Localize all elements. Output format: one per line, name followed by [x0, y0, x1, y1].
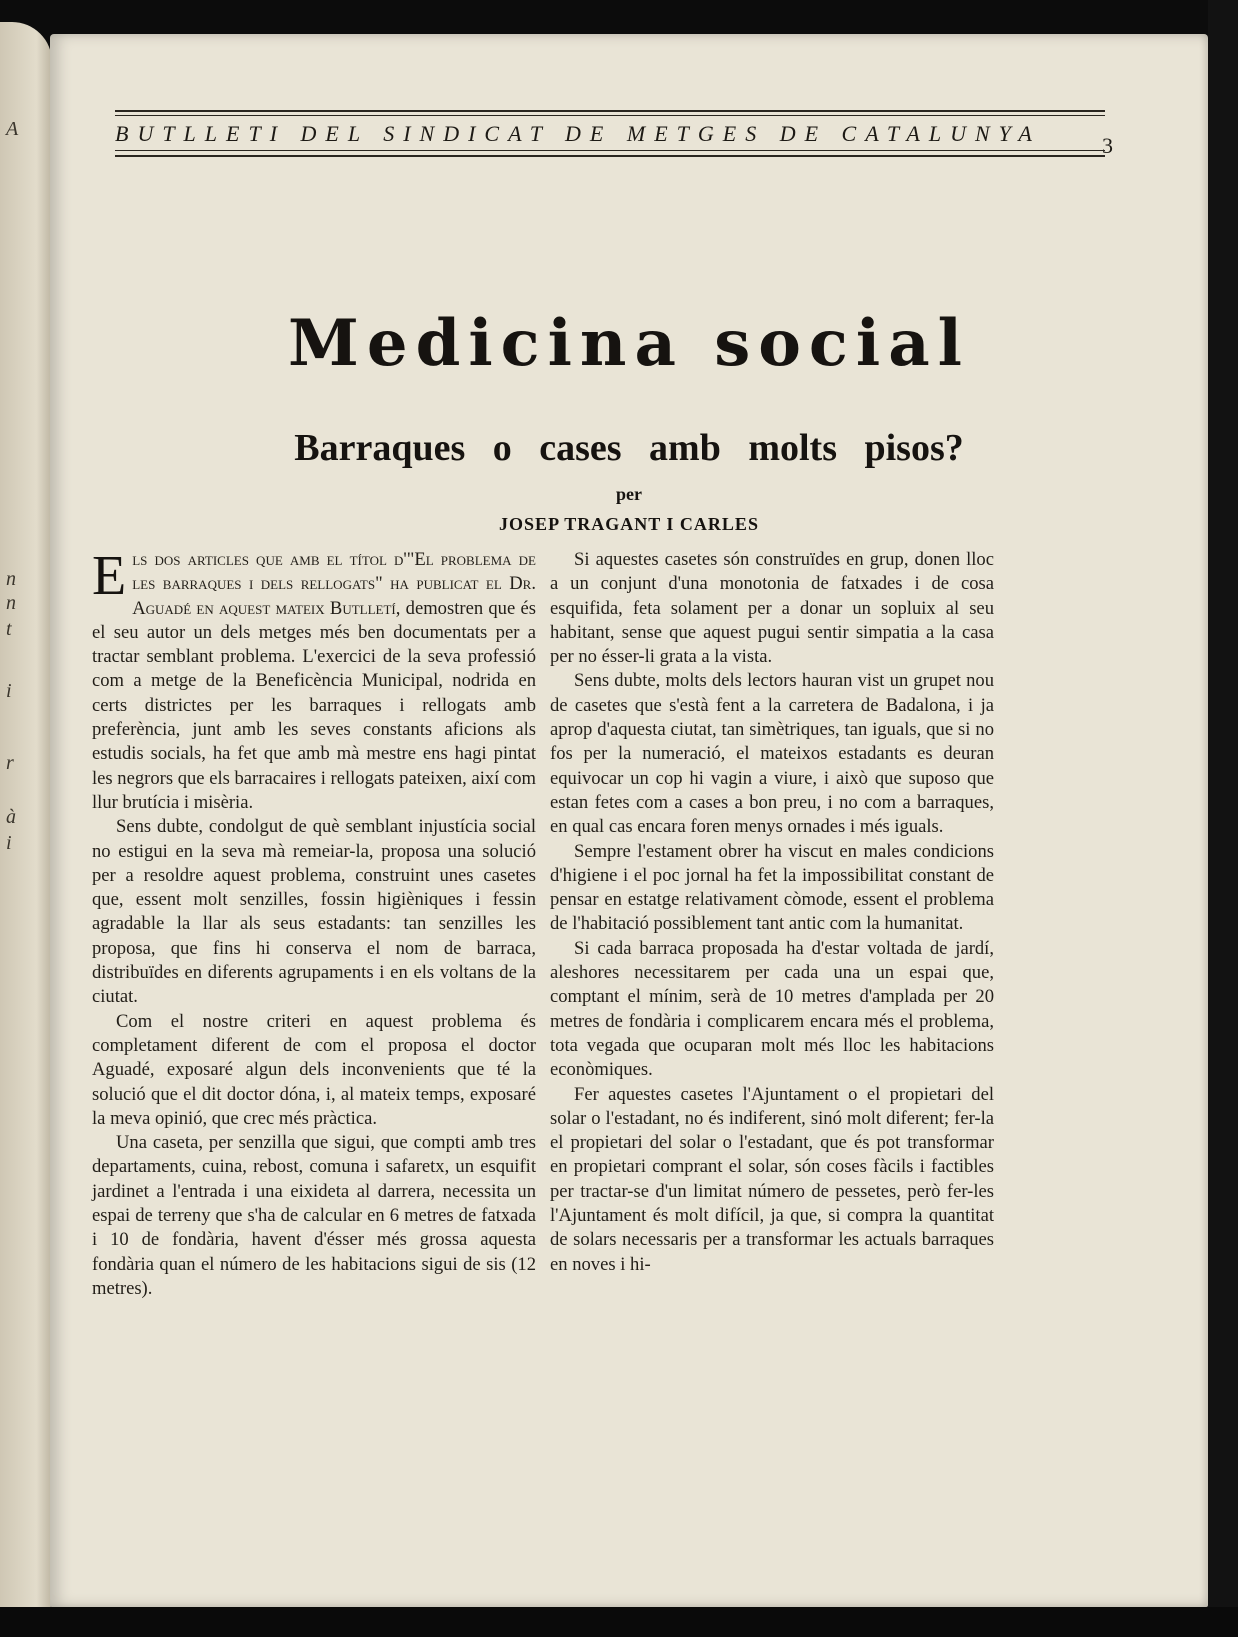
author-name: JOSEP TRAGANT I CARLES — [499, 514, 759, 534]
paragraph: Sempre l'estament obrer ha viscut en males condicions d'higiene i el poc jornal ha fet la impossibilitat constant de pensar en estatge relativament còmode, essent el problema de l'habitació possiblement tant antic com la humanitat. — [550, 840, 994, 935]
paragraph: Com el nostre criteri en aquest problema és completament diferent de com el proposa el doctor Aguadé, exposaré algun dels inconvenients que té la solució que el dit doctor dóna, i, al mateix temps, exposaré la meva opinió, que crec més pràctica. — [92, 1010, 536, 1129]
page-fragment: à — [6, 806, 16, 828]
paragraph: Una caseta, per senzilla que sigui, que compti amb tres departaments, cuina, rebost, comuna i safaretx, un esquifit jardinet a l'entrada i una eixideta al darrera, necessita un espai de terreny que s'ha de calcular en 6 metres de fatxada i 10 de fondària, havent d'ésser més grossa aquesta fondària quan el número de les habitacions sigui de sis (12 metres). — [92, 1132, 536, 1299]
page-fragment: t — [6, 618, 12, 640]
text-column-right — [550, 548, 994, 1277]
scan-background — [1208, 0, 1238, 1637]
previous-page-edge — [0, 22, 52, 1612]
text-column-left — [92, 545, 537, 1301]
paragraph: Si cada barraca proposada ha d'estar voltada de jardí, aleshores necessitarem per cada una un espai que, comptant el mínim, serà de 10 metres d'amplada per 20 metres de fondària i complicarem encara més el problema, tota vegada que ocuparan molt més lloc les habitacions econòmiques. — [550, 937, 994, 1081]
document-page — [50, 34, 1208, 1607]
page-fragment: n — [6, 568, 16, 590]
paragraph: Si aquestes casetes són construïdes en grup, donen lloc a un conjunt d'una monotonia de fatxades i de cosa esquifida, feta solament per a donar un sopluix al seu habitant, sense que aquest pugui sentir simpatia a la casa per no ésser-li grata a la vista. — [550, 549, 994, 668]
page-fragment: n — [6, 592, 16, 614]
journal-title: BUTLLETI DEL SINDICAT DE METGES DE CATALUNYA — [115, 121, 1041, 146]
running-header — [115, 110, 1113, 200]
article-section-title: Medicina social — [288, 306, 970, 381]
drop-cap: E — [92, 545, 127, 607]
page-fragment: i — [6, 680, 12, 702]
page-fragment: r — [6, 752, 14, 774]
paragraph: Sens dubte, molts dels lectors hauran vist un grupet nou de casetes que s'està fent a la carretera de Badalona, i ja aprop d'aquesta ciutat, tan simètriques, tan iguals, que si no fos per la numeració, el mateixos estadants es deuran equivocar un cop hi vagin a viure, i això que suposo que estan fetes com a cases a bon preu, i no com a barraques, en qual cas encara foren menys ornades i més iguals. — [550, 670, 994, 838]
page-fragment: A — [6, 118, 19, 140]
page-number: 3 — [1102, 133, 1113, 158]
journal-name-smallcaps: Butlletí — [329, 597, 396, 619]
paragraph: Els dos articles que amb el títol d'"El problema de les barraques i dels rellogats" ha publicat el Dr. Aguadé en aquest mateix Butlletí, demostren que és el seu autor un dels metges més ben documentats per a tractar semblant problema. L'exercici de la seva professió com a metge de la Beneficència Municipal, nodrida en certs districtes per les barraques i rellogats amb preferència, junt amb les seves constants aficions als estudis socials, ha fet que amb mà mestre ens hagi pintat les negrors que els barracaires i rellogats pateixen, així com llur brutícia i misèria. — [92, 545, 537, 813]
byline-per: per — [616, 484, 642, 504]
page-fragment: i — [6, 832, 12, 854]
paragraph: Sens dubte, condolgut de què semblant injustícia social no estigui en la seva mà remeiar-la, proposa una solució per a resoldre aquest problema, construint unes casetes que, essent molt senzilles, fossin higièniques i fessin agradable la llar als seus estadants: tan senzilles les proposa, que fins hi conserva el nom de barraca, distribuïdes en diferents agrupaments i en els voltans de la ciutat. — [92, 816, 536, 1008]
article-title: Barraques o cases amb molts pisos? — [294, 427, 964, 469]
paragraph: Fer aquestes casetes l'Ajuntament o el propietari del solar o l'estadant, no és indiferent, sinó molt diferent; fer-la el propietari del solar o l'estadant, que és pot transformar en propietari comprant el solar, són coses fàcils i factibles per tractar-se d'un limitat número de pessetes, però fer-les l'Ajuntament és molt difícil, ja que, si compra la quantitat de solars necessaris per a transformar les actuals barraques en noves i hi- — [550, 1083, 994, 1275]
scan-background — [0, 1607, 1238, 1637]
